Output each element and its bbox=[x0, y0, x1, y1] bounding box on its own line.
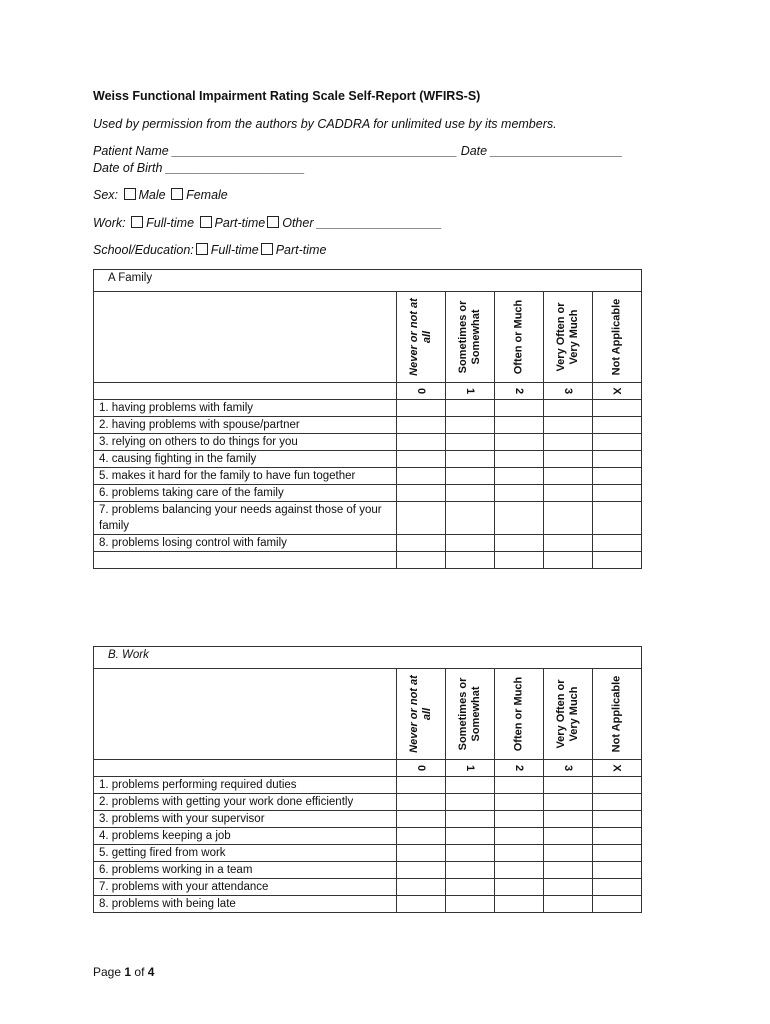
rating-cell-sometimes[interactable] bbox=[446, 879, 495, 896]
work-part-time-label: Part-time bbox=[214, 216, 266, 230]
value-label: 2 bbox=[513, 387, 525, 395]
header-blank bbox=[94, 669, 397, 760]
rating-cell-often[interactable] bbox=[495, 794, 544, 811]
work-label: Work: bbox=[93, 216, 126, 230]
school-label: School/Education: bbox=[93, 243, 194, 257]
rating-cell-very-often[interactable] bbox=[544, 468, 593, 485]
rating-cell-never[interactable] bbox=[397, 400, 446, 417]
rating-cell-never[interactable] bbox=[397, 777, 446, 794]
rating-cell-sometimes[interactable] bbox=[446, 862, 495, 879]
value-label: X bbox=[611, 387, 623, 395]
school-full-time-label: Full-time bbox=[210, 243, 259, 257]
rating-cell-not-applicable[interactable] bbox=[593, 417, 642, 434]
rating-cell-often[interactable] bbox=[495, 485, 544, 502]
work-other-label[interactable]: Other __________________ bbox=[282, 216, 443, 230]
header-often: Often or Much bbox=[512, 299, 525, 375]
rating-cell-sometimes[interactable] bbox=[446, 535, 495, 552]
item-label: 3. relying on others to do things for you bbox=[94, 434, 397, 451]
item-label: 4. problems keeping a job bbox=[94, 828, 397, 845]
rating-cell-very-often[interactable] bbox=[544, 502, 593, 535]
school-part-time-checkbox[interactable] bbox=[261, 243, 273, 255]
rating-cell-often[interactable] bbox=[495, 400, 544, 417]
rating-cell-not-applicable[interactable] bbox=[593, 485, 642, 502]
rating-cell-very-often[interactable] bbox=[544, 845, 593, 862]
table-row bbox=[94, 535, 642, 552]
rating-cell-never[interactable] bbox=[397, 485, 446, 502]
rating-cell-often[interactable] bbox=[495, 468, 544, 485]
table-row bbox=[94, 845, 642, 862]
rating-cell-sometimes[interactable] bbox=[446, 794, 495, 811]
rating-cell-often[interactable] bbox=[495, 502, 544, 535]
header-not-applicable: Not Applicable bbox=[610, 675, 623, 753]
rating-cell-often[interactable] bbox=[495, 811, 544, 828]
rating-cell-not-applicable[interactable] bbox=[593, 502, 642, 535]
page-total: 4 bbox=[147, 965, 155, 979]
value-label: 1 bbox=[464, 764, 476, 772]
header-very-often: Very Often or Very Much bbox=[555, 302, 580, 372]
female-checkbox[interactable] bbox=[171, 188, 183, 200]
page-prefix: Page bbox=[93, 965, 122, 979]
value-label: 3 bbox=[562, 764, 574, 772]
work-part-time-checkbox[interactable] bbox=[200, 216, 212, 228]
item-label: 7. problems balancing your needs against those of your family bbox=[94, 502, 397, 535]
table-row bbox=[94, 451, 642, 468]
rating-cell-very-often[interactable] bbox=[544, 828, 593, 845]
rating-cell-very-often[interactable] bbox=[544, 535, 593, 552]
rating-cell-very-often[interactable] bbox=[544, 777, 593, 794]
rating-cell-often[interactable] bbox=[495, 845, 544, 862]
rating-cell-sometimes[interactable] bbox=[446, 451, 495, 468]
value-label: 0 bbox=[415, 387, 427, 395]
rating-cell-often[interactable] bbox=[495, 535, 544, 552]
rating-cell-sometimes[interactable] bbox=[446, 811, 495, 828]
item-label: 5. makes it hard for the family to have fun together bbox=[94, 468, 397, 485]
rating-cell-sometimes[interactable] bbox=[446, 845, 495, 862]
section-title: A Family bbox=[94, 270, 642, 292]
rating-cell-very-often[interactable] bbox=[544, 862, 593, 879]
rating-cell-not-applicable[interactable] bbox=[593, 862, 642, 879]
rating-cell-sometimes[interactable] bbox=[446, 434, 495, 451]
rating-cell-very-often[interactable] bbox=[544, 794, 593, 811]
rating-cell-never[interactable] bbox=[397, 417, 446, 434]
table-row bbox=[94, 502, 642, 535]
form-title: Weiss Functional Impairment Rating Scale Self-Report (WFIRS-S) bbox=[93, 89, 481, 103]
rating-cell-not-applicable[interactable] bbox=[593, 879, 642, 896]
rating-cell-sometimes[interactable] bbox=[446, 896, 495, 913]
rating-cell-very-often[interactable] bbox=[544, 896, 593, 913]
rating-cell-not-applicable[interactable] bbox=[593, 434, 642, 451]
rating-cell-often[interactable] bbox=[495, 828, 544, 845]
rating-cell-often[interactable] bbox=[495, 879, 544, 896]
work-full-time-label: Full-time bbox=[146, 216, 195, 230]
item-label: 1. problems performing required duties bbox=[94, 777, 397, 794]
value-label: 0 bbox=[415, 764, 427, 772]
rating-cell-often[interactable] bbox=[495, 862, 544, 879]
item-label: 6. problems taking care of the family bbox=[94, 485, 397, 502]
empty-row bbox=[94, 552, 397, 569]
work-other-checkbox[interactable] bbox=[267, 216, 279, 228]
value-blank bbox=[94, 760, 397, 777]
rating-cell-not-applicable[interactable] bbox=[593, 777, 642, 794]
item-label: 1. having problems with family bbox=[94, 400, 397, 417]
sex-label: Sex: bbox=[93, 188, 119, 202]
rating-cell-not-applicable[interactable] bbox=[593, 468, 642, 485]
value-blank bbox=[94, 383, 397, 400]
header-sometimes: Sometimes or Somewhat bbox=[457, 677, 482, 751]
item-label: 8. problems with being late bbox=[94, 896, 397, 913]
rating-cell-very-often[interactable] bbox=[544, 811, 593, 828]
value-label: 2 bbox=[513, 764, 525, 772]
rating-cell-not-applicable[interactable] bbox=[593, 896, 642, 913]
date-of-birth-field[interactable]: Date of Birth ____________________ bbox=[93, 161, 305, 175]
rating-cell-not-applicable[interactable] bbox=[593, 828, 642, 845]
rating-cell-never[interactable] bbox=[397, 811, 446, 828]
rating-cell-very-often[interactable] bbox=[544, 879, 593, 896]
rating-cell-not-applicable[interactable] bbox=[593, 535, 642, 552]
table-row bbox=[94, 417, 642, 434]
table-row bbox=[94, 862, 642, 879]
permission-note: Used by permission from the authors by CADDRA for unlimited use by its members. bbox=[93, 117, 557, 131]
page-footer bbox=[93, 965, 154, 979]
family-table bbox=[93, 269, 642, 569]
table-row bbox=[94, 828, 642, 845]
item-label: 4. causing fighting in the family bbox=[94, 451, 397, 468]
table-row bbox=[94, 400, 642, 417]
page-number: 1 bbox=[124, 965, 132, 979]
work-table bbox=[93, 646, 642, 913]
table-row bbox=[94, 794, 642, 811]
item-label: 8. problems losing control with family bbox=[94, 535, 397, 552]
table-row bbox=[94, 434, 642, 451]
header-very-often: Very Often or Very Much bbox=[555, 679, 580, 749]
rating-cell-sometimes[interactable] bbox=[446, 828, 495, 845]
value-label: X bbox=[611, 764, 623, 772]
rating-cell-never[interactable] bbox=[397, 879, 446, 896]
rating-cell-never[interactable] bbox=[397, 535, 446, 552]
item-label: 2. problems with getting your work done efficiently bbox=[94, 794, 397, 811]
rating-cell-very-often[interactable] bbox=[544, 434, 593, 451]
rating-cell-sometimes[interactable] bbox=[446, 468, 495, 485]
table-row bbox=[94, 777, 642, 794]
school-row bbox=[93, 243, 326, 257]
rating-cell-not-applicable[interactable] bbox=[593, 811, 642, 828]
table-row bbox=[94, 896, 642, 913]
item-label: 3. problems with your supervisor bbox=[94, 811, 397, 828]
rating-cell-not-applicable[interactable] bbox=[593, 451, 642, 468]
rating-cell-never[interactable] bbox=[397, 451, 446, 468]
rating-cell-very-often[interactable] bbox=[544, 417, 593, 434]
rating-cell-often[interactable] bbox=[495, 777, 544, 794]
male-label: Male bbox=[138, 188, 166, 202]
rating-cell-very-often[interactable] bbox=[544, 451, 593, 468]
item-label: 7. problems with your attendance bbox=[94, 879, 397, 896]
table-row bbox=[94, 879, 642, 896]
rating-cell-sometimes[interactable] bbox=[446, 417, 495, 434]
school-full-time-checkbox[interactable] bbox=[196, 243, 208, 255]
item-label: 5. getting fired from work bbox=[94, 845, 397, 862]
table-row bbox=[94, 468, 642, 485]
item-label: 6. problems working in a team bbox=[94, 862, 397, 879]
rating-cell-often[interactable] bbox=[495, 434, 544, 451]
rating-cell-sometimes[interactable] bbox=[446, 485, 495, 502]
rating-cell-not-applicable[interactable] bbox=[593, 845, 642, 862]
rating-cell-never[interactable] bbox=[397, 434, 446, 451]
sex-row bbox=[93, 188, 228, 202]
value-label: 1 bbox=[464, 387, 476, 395]
value-label: 3 bbox=[562, 387, 574, 395]
work-row bbox=[93, 216, 442, 230]
item-label: 2. having problems with spouse/partner bbox=[94, 417, 397, 434]
header-never: Never or not at all bbox=[408, 298, 433, 376]
header-sometimes: Sometimes or Somewhat bbox=[457, 300, 482, 374]
header-never: Never or not at all bbox=[408, 675, 433, 753]
rating-cell-sometimes[interactable] bbox=[446, 502, 495, 535]
school-part-time-label: Part-time bbox=[275, 243, 327, 257]
rating-cell-often[interactable] bbox=[495, 451, 544, 468]
rating-cell-never[interactable] bbox=[397, 845, 446, 862]
table-row bbox=[94, 485, 642, 502]
female-label: Female bbox=[186, 188, 228, 202]
page-of: of bbox=[134, 965, 145, 979]
patient-name-field[interactable]: Patient Name _________________________________________ Date ___________________ bbox=[93, 144, 623, 158]
header-not-applicable: Not Applicable bbox=[610, 298, 623, 376]
section-title: B. Work bbox=[94, 647, 642, 669]
work-full-time-checkbox[interactable] bbox=[131, 216, 143, 228]
rating-cell-sometimes[interactable] bbox=[446, 777, 495, 794]
rating-cell-not-applicable[interactable] bbox=[593, 400, 642, 417]
rating-cell-never[interactable] bbox=[397, 794, 446, 811]
rating-cell-often[interactable] bbox=[495, 896, 544, 913]
header-blank bbox=[94, 292, 397, 383]
rating-cell-sometimes[interactable] bbox=[446, 400, 495, 417]
rating-cell-never[interactable] bbox=[397, 828, 446, 845]
rating-cell-very-often[interactable] bbox=[544, 400, 593, 417]
rating-cell-often[interactable] bbox=[495, 417, 544, 434]
header-often: Often or Much bbox=[512, 676, 525, 752]
table-row bbox=[94, 811, 642, 828]
rating-cell-very-often[interactable] bbox=[544, 485, 593, 502]
rating-cell-never[interactable] bbox=[397, 896, 446, 913]
male-checkbox[interactable] bbox=[124, 188, 136, 200]
rating-cell-not-applicable[interactable] bbox=[593, 794, 642, 811]
rating-cell-never[interactable] bbox=[397, 862, 446, 879]
rating-cell-never[interactable] bbox=[397, 502, 446, 535]
rating-cell-never[interactable] bbox=[397, 468, 446, 485]
